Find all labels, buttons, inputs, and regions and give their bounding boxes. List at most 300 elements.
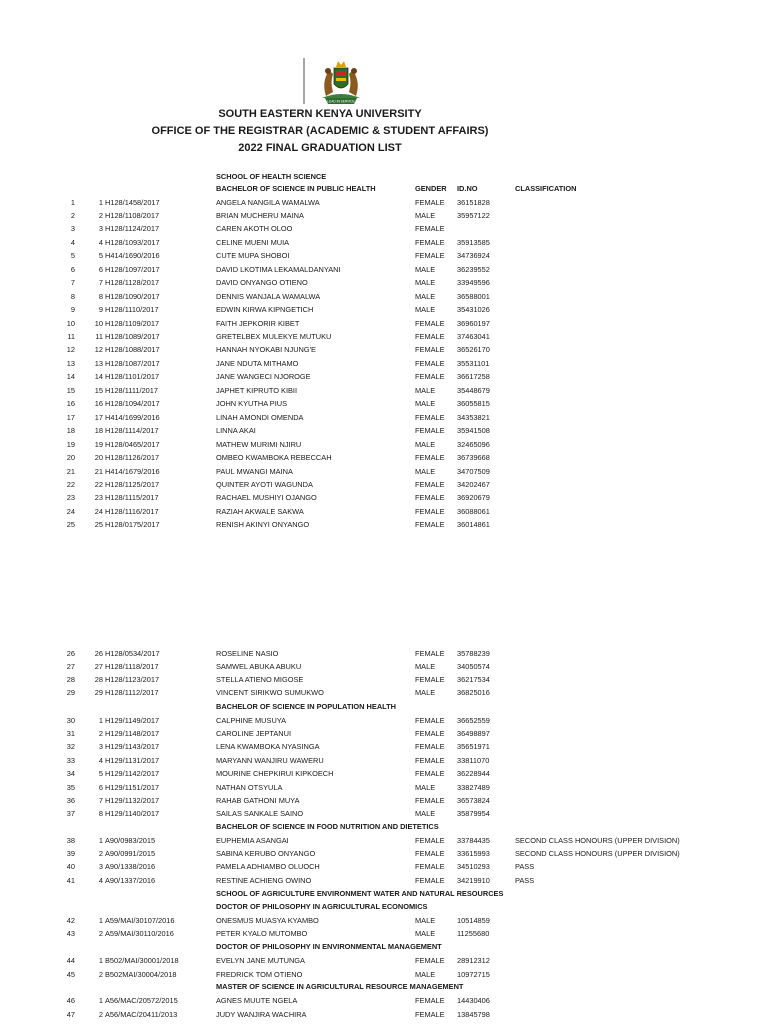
programme-number: 21 xyxy=(94,466,103,476)
programme-number: 7 xyxy=(98,278,103,288)
table-row xyxy=(0,222,768,235)
registration-number: H128/1112/2017 xyxy=(105,688,159,698)
student-name: EUPHEMIA ASANGAI xyxy=(216,836,289,845)
programme-heading: BACHELOR OF SCIENCE IN FOOD NUTRITION AND DIETETICS xyxy=(216,822,439,831)
programme-number: 19 xyxy=(94,439,103,449)
id-number: 10972715 xyxy=(457,969,490,979)
table-row xyxy=(0,290,768,303)
id-number: 33615993 xyxy=(457,849,490,859)
programme-number: 3 xyxy=(98,862,103,872)
registration-number: H128/1090/2017 xyxy=(105,291,160,301)
programme-number: 26 xyxy=(94,648,103,658)
programme-number: 2 xyxy=(98,969,103,979)
gender: MALE xyxy=(415,210,436,220)
gender: MALE xyxy=(415,782,436,792)
row-index: 11 xyxy=(67,332,75,341)
row-index: 16 xyxy=(66,399,75,409)
id-number: 36239552 xyxy=(457,264,490,274)
student-name: QUINTER AYOTI WAGUNDA xyxy=(216,479,313,489)
id-number: 28912312 xyxy=(457,956,490,965)
table-row xyxy=(0,727,768,740)
table-row xyxy=(0,343,768,356)
table-row xyxy=(0,927,768,940)
id-column-header: ID.NO xyxy=(457,184,478,193)
programme-number: 23 xyxy=(94,493,103,503)
table-row xyxy=(0,673,768,686)
registration-number: H128/1123/2017 xyxy=(105,675,160,685)
student-name: LENA KWAMBOKA NYASINGA xyxy=(216,742,320,752)
gender: MALE xyxy=(415,399,436,409)
gender: FEMALE xyxy=(415,318,445,328)
table-row xyxy=(0,263,768,276)
gender: FEMALE xyxy=(415,224,445,234)
university-crest-logo xyxy=(300,56,382,106)
registration-number: H129/1131/2017 xyxy=(105,755,160,765)
gender: FEMALE xyxy=(415,237,445,247)
programme-number: 4 xyxy=(98,755,103,765)
row-index: 36 xyxy=(66,795,75,805)
id-number: 14430406 xyxy=(457,996,490,1005)
programme-number: 5 xyxy=(98,769,103,779)
student-name: RAZIAH AKWALE SAKWA xyxy=(216,506,304,516)
id-number: 36573824 xyxy=(457,795,490,805)
student-name: NATHAN OTSYULA xyxy=(216,782,283,792)
programme-number: 6 xyxy=(98,264,103,274)
registration-number: A90/1338/2016 xyxy=(105,862,156,872)
school-heading: SCHOOL OF HEALTH SCIENCE xyxy=(216,172,327,181)
registration-number: A59/MAI/30107/2016 xyxy=(105,915,175,925)
gender: FEMALE xyxy=(415,479,445,489)
student-name: STELLA ATIENO MIGOSE xyxy=(216,675,304,685)
registration-number: H129/1149/2017 xyxy=(105,715,160,725)
student-name: RESTINE ACHIENG OWINO xyxy=(216,875,312,885)
row-index: 31 xyxy=(66,728,75,738)
student-name: FREDRICK TOM OTIENO xyxy=(216,969,303,979)
programme-heading: MASTER OF SCIENCE IN AGRICULTURAL RESOURCE MANAGEMENT xyxy=(216,982,464,991)
row-index: 46 xyxy=(66,996,75,1005)
programme-number: 2 xyxy=(98,728,103,738)
programme-number: 1 xyxy=(98,715,103,725)
programme-number: 1 xyxy=(98,956,103,965)
table-row xyxy=(0,686,768,699)
gender: MALE xyxy=(415,291,436,301)
id-number: 37463041 xyxy=(457,332,490,341)
table-row xyxy=(0,968,768,981)
id-number: 36825016 xyxy=(457,688,490,698)
gender: FEMALE xyxy=(415,372,445,382)
programme-number: 4 xyxy=(98,237,103,247)
programme-number: 8 xyxy=(98,809,103,819)
gender: FEMALE xyxy=(415,197,445,207)
table-row xyxy=(0,303,768,316)
student-name: JAPHET KIPRUTO KIBII xyxy=(216,385,298,395)
row-index: 22 xyxy=(66,479,75,489)
table-row xyxy=(0,754,768,767)
table-row xyxy=(0,491,768,504)
row-index: 2 xyxy=(70,210,75,220)
student-name: JUDY WANJIRA WACHIRA xyxy=(216,1009,307,1019)
id-number: 36739668 xyxy=(457,453,490,463)
gender: FEMALE xyxy=(415,675,445,685)
row-index: 5 xyxy=(70,251,75,261)
id-number: 36088061 xyxy=(457,506,490,516)
row-index: 27 xyxy=(66,661,75,671)
table-row xyxy=(0,847,768,860)
office-name: OFFICE OF THE REGISTRAR (ACADEMIC & STUDENT AFFAIRS) xyxy=(151,125,489,137)
gender: FEMALE xyxy=(415,520,445,530)
registration-number: A56/MAC/20411/2013 xyxy=(105,1009,178,1019)
table-row xyxy=(0,276,768,289)
table-row xyxy=(0,660,768,673)
programme-number: 6 xyxy=(98,782,103,792)
registration-number: H128/1128/2017 xyxy=(105,278,160,288)
programme-number: 5 xyxy=(98,251,103,261)
programme-number: 17 xyxy=(94,412,103,422)
table-row xyxy=(0,518,768,531)
gender: FEMALE xyxy=(415,836,445,845)
table-row xyxy=(0,196,768,209)
registration-number: H128/0175/2017 xyxy=(105,520,160,530)
id-number: 33949596 xyxy=(457,278,490,288)
registration-number: H128/1087/2017 xyxy=(105,358,160,368)
programme-number: 2 xyxy=(98,1009,103,1019)
row-index: 23 xyxy=(66,493,75,503)
registration-number: H128/1097/2017 xyxy=(105,264,160,274)
table-row xyxy=(0,330,768,343)
gender: FEMALE xyxy=(415,506,445,516)
row-index: 35 xyxy=(66,782,75,792)
table-row xyxy=(0,465,768,478)
id-number: 36652559 xyxy=(457,715,490,725)
row-index: 14 xyxy=(66,372,75,382)
row-index: 9 xyxy=(70,305,75,315)
registration-number: H129/1140/2017 xyxy=(105,809,160,819)
registration-number: H128/1118/2017 xyxy=(105,661,159,671)
programme-number: 18 xyxy=(94,426,103,436)
row-index: 21 xyxy=(66,466,75,476)
student-name: JANE NDUTA MITHAMO xyxy=(216,358,299,368)
id-number: 35913585 xyxy=(457,237,490,247)
student-name: RENISH AKINYI ONYANGO xyxy=(216,520,310,530)
student-name: CAREN AKOTH OLOO xyxy=(216,224,293,234)
row-index: 18 xyxy=(66,426,75,436)
student-name: LINNA AKAI xyxy=(216,426,256,436)
registration-number: H128/1458/2017 xyxy=(105,197,160,207)
id-number: 10514859 xyxy=(457,915,490,925)
gender: FEMALE xyxy=(415,715,445,725)
classification-column-header: CLASSIFICATION xyxy=(515,184,577,193)
table-row xyxy=(0,478,768,491)
svg-text:LEAD IN SERVICE: LEAD IN SERVICE xyxy=(327,99,355,104)
table-row xyxy=(0,860,768,873)
id-number: 36498897 xyxy=(457,728,490,738)
student-name: PAMELA ADHIAMBO OLUOCH xyxy=(216,862,320,872)
id-number: 36055815 xyxy=(457,399,490,409)
registration-number: H128/1093/2017 xyxy=(105,237,160,247)
registration-number: A90/0983/2015 xyxy=(105,836,156,845)
registration-number: B502MAI/30004/2018 xyxy=(105,969,177,979)
table-row xyxy=(0,914,768,927)
gender: FEMALE xyxy=(415,849,445,859)
registration-number: H129/1132/2017 xyxy=(105,795,160,805)
registration-number: H414/1699/2016 xyxy=(105,412,160,422)
registration-number: H128/1115/2017 xyxy=(105,493,159,503)
row-index: 24 xyxy=(66,506,75,516)
registration-number: H414/1679/2016 xyxy=(105,466,160,476)
student-name: EDWIN KIRWA KIPNGETICH xyxy=(216,305,314,315)
student-name: ONESMUS MUASYA KYAMBO xyxy=(216,915,319,925)
gender: MALE xyxy=(415,929,436,938)
student-name: CAROLINE JEPTANUI xyxy=(216,728,292,738)
registration-number: H128/1126/2017 xyxy=(105,453,160,463)
table-row xyxy=(0,994,768,1007)
programme-number: 8 xyxy=(98,291,103,301)
registration-number: H128/1125/2017 xyxy=(105,479,160,489)
programme-number: 3 xyxy=(98,742,103,752)
programme-number: 1 xyxy=(98,836,103,845)
student-name: CALPHINE MUSUYA xyxy=(216,715,287,725)
student-name: EVELYN JANE MUTUNGA xyxy=(216,956,305,965)
id-number: 11255680 xyxy=(457,929,490,938)
programme-number: 20 xyxy=(94,453,103,463)
student-name: PAUL MWANGI MAINA xyxy=(216,466,293,476)
id-number: 34219910 xyxy=(457,875,490,885)
table-row xyxy=(0,874,768,887)
table-row xyxy=(0,397,768,410)
gender: FEMALE xyxy=(415,875,445,885)
programme-number: 22 xyxy=(94,479,103,489)
programme-number: 2 xyxy=(98,929,103,938)
id-number: 35941508 xyxy=(457,426,490,436)
id-number: 36526170 xyxy=(457,345,490,355)
row-index: 41 xyxy=(66,875,75,885)
student-name: BRIAN MUCHERU MAINA xyxy=(216,210,304,220)
id-number: 36920679 xyxy=(457,493,490,503)
id-number: 35957122 xyxy=(457,210,490,220)
id-number: 13845798 xyxy=(457,1009,490,1019)
id-number: 36217534 xyxy=(457,675,490,685)
registration-number: H128/1114/2017 xyxy=(105,426,159,436)
gender: MALE xyxy=(415,809,436,819)
student-name: LINAH AMONDI OMENDA xyxy=(216,412,304,422)
gender: MALE xyxy=(415,305,436,315)
programme-number: 1 xyxy=(98,197,103,207)
student-name: AGNES MUUTE NGELA xyxy=(216,996,298,1005)
student-name: SABINA KERUBO ONYANGO xyxy=(216,849,316,859)
row-index: 15 xyxy=(66,385,75,395)
table-row xyxy=(0,834,768,847)
programme-number: 9 xyxy=(98,305,103,315)
gender: MALE xyxy=(415,661,436,671)
id-number: 36588001 xyxy=(457,291,490,301)
gender: FEMALE xyxy=(415,769,445,779)
gender: FEMALE xyxy=(415,251,445,261)
registration-number: H128/1108/2017 xyxy=(105,210,160,220)
programme-number: 11 xyxy=(95,332,103,341)
row-index: 34 xyxy=(66,769,75,779)
gender: MALE xyxy=(415,439,436,449)
gender: FEMALE xyxy=(415,728,445,738)
student-name: DAVID ONYANGO OTIENO xyxy=(216,278,308,288)
registration-number: H129/1142/2017 xyxy=(105,769,160,779)
table-row xyxy=(0,357,768,370)
row-index: 44 xyxy=(66,956,75,965)
list-title: 2022 FINAL GRADUATION LIST xyxy=(238,142,402,154)
registration-number: A90/1337/2016 xyxy=(105,875,156,885)
classification: SECOND CLASS HONOURS (UPPER DIVISION) xyxy=(515,836,680,845)
programme-heading: BACHELOR OF SCIENCE IN POPULATION HEALTH xyxy=(216,702,396,711)
student-name: ANGELA NANGILA WAMALWA xyxy=(216,197,320,207)
gender: FEMALE xyxy=(415,426,445,436)
id-number: 32465096 xyxy=(457,439,490,449)
gender: FEMALE xyxy=(415,453,445,463)
gender: FEMALE xyxy=(415,412,445,422)
classification: PASS xyxy=(515,862,535,872)
gender: MALE xyxy=(415,466,436,476)
registration-number: H128/1101/2017 xyxy=(105,372,160,382)
row-index: 20 xyxy=(66,453,75,463)
table-row xyxy=(0,807,768,820)
row-index: 39 xyxy=(66,849,75,859)
gender: FEMALE xyxy=(415,755,445,765)
student-name: SAMWEL ABUKA ABUKU xyxy=(216,661,302,671)
id-number: 35448679 xyxy=(457,385,490,395)
row-index: 13 xyxy=(66,358,75,368)
row-index: 33 xyxy=(66,755,75,765)
gender: MALE xyxy=(415,915,436,925)
row-index: 10 xyxy=(66,318,75,328)
row-index: 29 xyxy=(66,688,75,698)
student-name: JANE WANGECI NJOROGE xyxy=(216,372,311,382)
row-index: 8 xyxy=(70,291,75,301)
id-number: 34202467 xyxy=(457,479,490,489)
student-name: PETER KYALO MUTOMBO xyxy=(216,929,308,938)
classification: PASS xyxy=(515,875,535,885)
table-row xyxy=(0,411,768,424)
registration-number: H128/1111/2017 xyxy=(105,385,159,395)
registration-number: A90/0991/2015 xyxy=(105,849,156,859)
programme-number: 4 xyxy=(98,875,103,885)
id-number: 34353821 xyxy=(457,412,490,422)
programme-number: 16 xyxy=(94,399,103,409)
programme-number: 3 xyxy=(98,224,103,234)
student-name: FAITH JEPKORIR KIBET xyxy=(216,318,300,328)
id-number: 35879954 xyxy=(457,809,490,819)
gender: FEMALE xyxy=(415,332,445,341)
programme-number: 1 xyxy=(98,996,103,1005)
programme-number: 25 xyxy=(94,520,103,530)
gender: FEMALE xyxy=(415,1009,445,1019)
programme-number: 28 xyxy=(94,675,103,685)
student-name: HANNAH NYOKABI NJUNG'E xyxy=(216,345,316,355)
school-heading: SCHOOL OF AGRICULTURE ENVIRONMENT WATER AND NATURAL RESOURCES xyxy=(216,889,504,898)
row-index: 37 xyxy=(66,809,75,819)
gender: MALE xyxy=(415,264,436,274)
programme-number: 1 xyxy=(98,915,103,925)
id-number: 35531101 xyxy=(457,358,490,368)
programme-number: 15 xyxy=(94,385,103,395)
registration-number: H129/1148/2017 xyxy=(105,728,160,738)
table-row xyxy=(0,740,768,753)
table-row xyxy=(0,1008,768,1021)
row-index: 6 xyxy=(70,264,75,274)
table-row xyxy=(0,438,768,451)
registration-number: A59/MAI/30110/2016 xyxy=(105,929,174,938)
id-number: 33784435 xyxy=(457,836,490,845)
registration-number: H128/1088/2017 xyxy=(105,345,160,355)
gender: FEMALE xyxy=(415,358,445,368)
id-number: 36617258 xyxy=(457,372,490,382)
programme-number: 2 xyxy=(98,210,103,220)
programme-number: 7 xyxy=(98,795,103,805)
id-number: 34707509 xyxy=(457,466,490,476)
gender: FEMALE xyxy=(415,862,445,872)
classification: SECOND CLASS HONOURS (UPPER DIVISION) xyxy=(515,849,680,859)
table-row xyxy=(0,209,768,222)
gender: MALE xyxy=(415,278,436,288)
programme-number: 24 xyxy=(94,506,103,516)
gender: MALE xyxy=(415,688,436,698)
id-number: 35431026 xyxy=(457,305,490,315)
programme-heading: DOCTOR OF PHILOSOPHY IN ENVIRONMENTAL MANAGEMENT xyxy=(216,942,442,951)
programme-number: 29 xyxy=(94,688,103,698)
table-row xyxy=(0,424,768,437)
gender: FEMALE xyxy=(415,742,445,752)
registration-number: H129/1143/2017 xyxy=(105,742,160,752)
row-index: 7 xyxy=(70,278,75,288)
row-index: 30 xyxy=(66,715,75,725)
row-index: 1 xyxy=(70,197,75,207)
registration-number: H128/1089/2017 xyxy=(105,332,160,341)
row-index: 12 xyxy=(66,345,75,355)
row-index: 25 xyxy=(66,520,75,530)
student-name: RAHAB GATHONI MUYA xyxy=(216,795,300,805)
registration-number: H128/1116/2017 xyxy=(105,506,159,516)
table-row xyxy=(0,794,768,807)
row-index: 42 xyxy=(66,915,75,925)
id-number: 33827489 xyxy=(457,782,490,792)
table-row xyxy=(0,714,768,727)
table-row xyxy=(0,236,768,249)
row-index: 38 xyxy=(66,836,75,845)
id-number: 36151828 xyxy=(457,197,490,207)
registration-number: H128/0465/2017 xyxy=(105,439,160,449)
student-name: MOURINE CHEPKIRUI KIPKOECH xyxy=(216,769,334,779)
table-row xyxy=(0,647,768,660)
row-index: 28 xyxy=(66,675,75,685)
gender: MALE xyxy=(415,385,436,395)
programme-number: 13 xyxy=(94,358,103,368)
student-name: DAVID LKOTIMA LEKAMALDANYANI xyxy=(216,264,341,274)
registration-number: H128/1124/2017 xyxy=(105,224,160,234)
programme-number: 2 xyxy=(98,849,103,859)
gender: FEMALE xyxy=(415,345,445,355)
gender: FEMALE xyxy=(415,996,445,1005)
registration-number: B502/MAI/30001/2018 xyxy=(105,956,179,965)
table-row xyxy=(0,767,768,780)
table-row xyxy=(0,505,768,518)
gender: FEMALE xyxy=(415,956,445,965)
student-name: MATHEW MURIMI NJIRU xyxy=(216,439,302,449)
programme-number: 14 xyxy=(94,372,103,382)
registration-number: H128/1094/2017 xyxy=(105,399,160,409)
row-index: 4 xyxy=(70,237,75,247)
table-row xyxy=(0,249,768,262)
gender: FEMALE xyxy=(415,493,445,503)
row-index: 19 xyxy=(66,439,75,449)
student-name: CUTE MUPA SHOBOI xyxy=(216,251,290,261)
student-name: DENNIS WANJALA WAMALWA xyxy=(216,291,321,301)
